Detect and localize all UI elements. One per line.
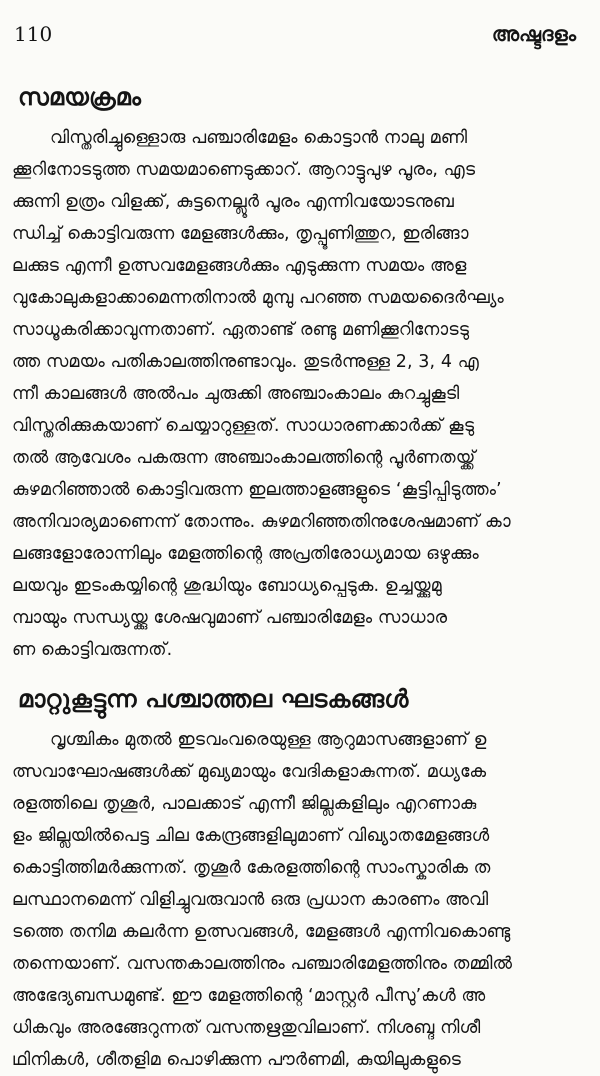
- text-line: ഥിനികൾ, ശീതളിമ പൊഴിക്കുന്ന പൗർണമി, കുയിലുകളുടെ: [12, 1050, 461, 1070]
- text-line: ധികവും അരങ്ങേറുന്നത് വസന്തഋതുവിലാണ്. നിശബ്ദ നിശീ: [12, 1018, 481, 1038]
- text-line: ലക്കുട എന്നീ ഉത്സവമേളങ്ങൾക്കും എടുക്കുന്ന സമയം അള: [12, 256, 467, 276]
- section-body: [12, 122, 582, 666]
- page-header: [12, 22, 582, 60]
- text-line: അഭേദ്യബന്ധമുണ്ട്. ഈ മേളത്തിന്റെ ‘മാസ്റ്റർ പീസു’കൾ അ: [12, 986, 486, 1006]
- text-line: വിസ്തരിച്ചുള്ളൊരു പഞ്ചാരിമേളം കൊട്ടാൻ നാലു മണി: [50, 128, 468, 148]
- text-line: തൽ ആവേശം പകരുന്ന അഞ്ചാംകാലത്തിന്റെ പൂർണതയ്ക്ക്: [12, 448, 476, 468]
- text-line: ലയവും ഇടംകയ്യിന്റെ ശുദ്ധിയും ബോധ്യപ്പെടുക. ഉച്ചയ്ക്കുമു: [12, 576, 442, 596]
- text-line: ന്നീ കാലങ്ങൾ അൽപം ചുരുക്കി അഞ്ചാംകാലം കുറച്ചുകൂടി: [12, 384, 460, 404]
- text-line: തന്നെയാണ്. വസന്തകാലത്തിനും പഞ്ചാരിമേളത്തിനും തമ്മിൽ: [12, 954, 513, 974]
- section-samayakramam: [12, 82, 582, 666]
- text-line: വുകോലുകളാക്കാമെന്നതിനാൽ മുമ്പു പറഞ്ഞ സമയദൈർഘ്യം: [12, 288, 504, 308]
- text-line: മ്പായും സന്ധ്യയ്ക്കു ശേഷവുമാണ് പഞ്ചാരിമേളം സാധാര: [12, 608, 448, 628]
- text-line: സാധൂകരിക്കാവുന്നതാണ്. ഏതാണ്ട് രണ്ടു മണിക്കൂറിനോടടു: [12, 320, 470, 340]
- text-line: ക്കൂറിനോടടുത്ത സമയമാണെടുക്കാറ്. ആറാട്ടുപുഴ പൂരം, എട: [12, 160, 476, 180]
- text-line: ന്ധിച്ച് കൊട്ടിവരുന്ന മേളങ്ങൾക്കും, തൃപ്പൂണിത്തുറ, ഇരിങ്ങാ: [12, 224, 469, 244]
- section-heading: മാറ്റുകൂട്ടുന്ന പശ്ചാത്തല ഘടകങ്ങൾ: [18, 685, 409, 713]
- page-number: 110: [14, 22, 53, 46]
- text-line: ത്സവാഘോഷങ്ങൾക്ക് മുഖ്യമായും വേദികളാകുന്നത്. മധ്യകേ: [12, 762, 487, 782]
- text-line: ലസ്ഥാനമെന്ന് വിളിച്ചുവരുവാൻ ഒരു പ്രധാന കാരണം അവി: [12, 890, 489, 910]
- section-background-factors: [12, 684, 582, 1076]
- text-line: കൊട്ടിത്തിമർക്കുന്നത്. തൃശൂർ കേരളത്തിന്റെ സാംസ്കാരിക ത: [12, 858, 491, 878]
- text-line: വൃശ്ചികം മുതൽ ഇടവംവരെയുള്ള ആറുമാസങ്ങളാണ് ഉ: [50, 730, 487, 750]
- running-title: അഷ്ടദളം: [491, 22, 576, 46]
- text-line: ത്ത സമയം പതികാലത്തിനുണ്ടാവും. തുടർന്നുള്ള 2, 3, 4 എ: [12, 352, 479, 372]
- text-line: ളം ജില്ലയിൽപെട്ട ചില കേന്ദ്രങ്ങളിലുമാണ് വിഖ്യാതമേളങ്ങൾ: [12, 826, 490, 846]
- section-heading: സമയക്രമം: [18, 83, 142, 111]
- text-line: വിസ്തരിക്കുകയാണ് ചെയ്യാറുള്ളത്. സാധാരണക്കാർക്ക് കൂടു: [12, 416, 475, 436]
- text-line: കുഴമറിഞ്ഞാൽ കൊട്ടിവരുന്ന ഇലത്താളങ്ങളുടെ ‘കൂട്ടിപ്പിടുത്തം’: [12, 480, 502, 500]
- section-body: [12, 724, 582, 1076]
- text-line: ലങ്ങളോരോന്നിലും മേളത്തിന്റെ അപ്രതിരോധ്യമായ ഒഴുക്കും: [12, 544, 479, 564]
- text-line: രളത്തിലെ തൃശൂർ, പാലക്കാട് എന്നീ ജില്ലകളിലും എറണാകു: [12, 794, 477, 814]
- text-line: ണ കൊട്ടിവരുന്നത്.: [12, 640, 173, 660]
- text-line: അനിവാര്യമാണെന്ന് തോന്നും. കുഴമറിഞ്ഞതിനുശേഷമാണ് കാ: [12, 512, 511, 532]
- text-line: ക്കുന്നി ഉത്രം വിളക്ക്, കുട്ടനെല്ലൂർ പൂരം എന്നിവയോടനുബ: [12, 192, 454, 212]
- text-line: ടത്തെ തനിമ കലർന്ന ഉത്സവങ്ങൾ, മേളങ്ങൾ എന്നിവകൊണ്ടു: [12, 922, 511, 942]
